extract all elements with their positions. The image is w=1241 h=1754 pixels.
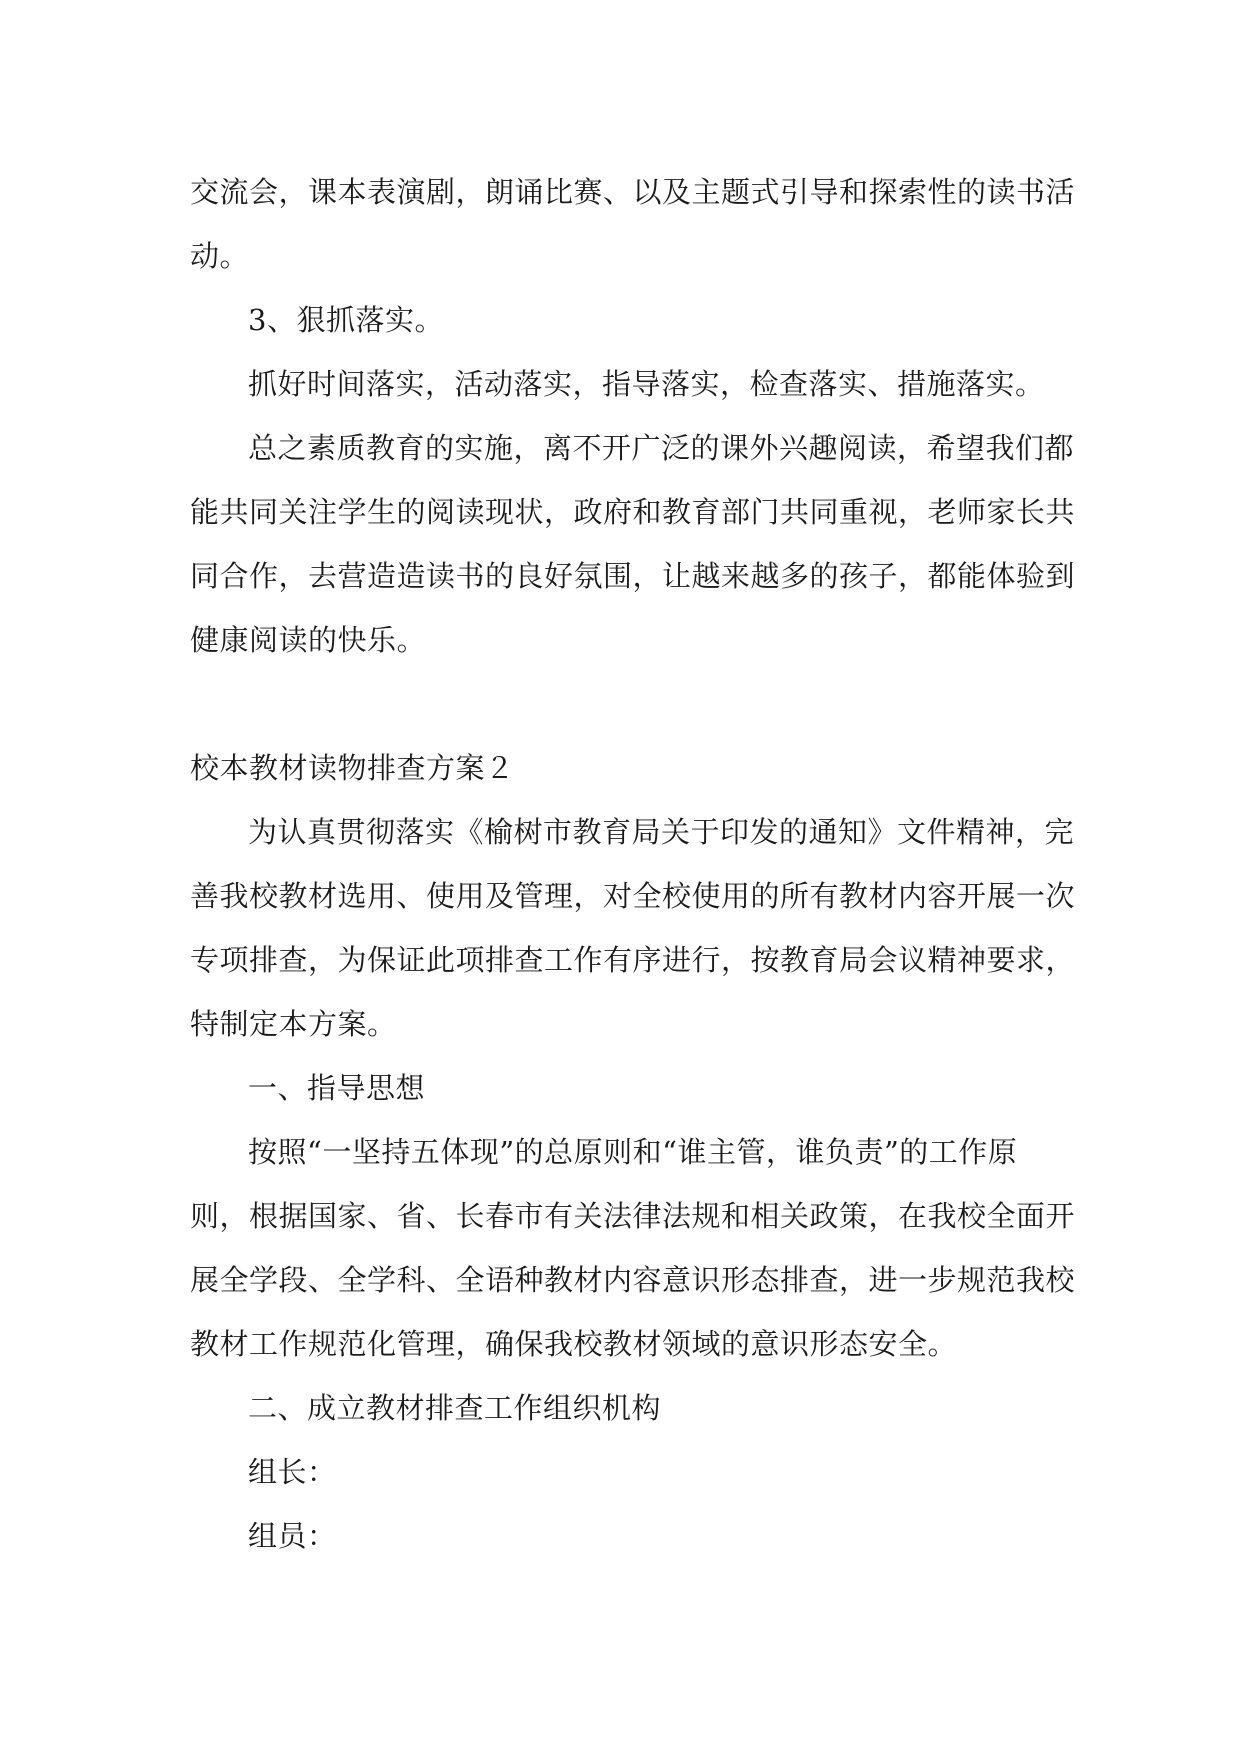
heading-two: 二、成立教材排查工作组织机构 <box>248 1391 662 1425</box>
paragraph-line: 总之素质教育的实施，离不开广泛的课外兴趣阅读，希望我们都 <box>248 431 1075 465</box>
section-title: 校本教材读物排查方案２ <box>190 751 515 785</box>
paragraph-line: 专项排查，为保证此项排查工作有序进行，按教育局会议精神要求， <box>190 943 1076 977</box>
paragraph-line: 则，根据国家、省、长春市有关法律法规和相关政策，在我校全面开 <box>190 1199 1076 1233</box>
leader-label: 组长： <box>248 1455 337 1489</box>
paragraph-line: 按照“一坚持五体现”的总原则和“谁主管，谁负责”的工作原 <box>248 1135 1018 1169</box>
paragraph-line: 抓好时间落实，活动落实，指导落实，检查落实、措施落实。 <box>248 367 1045 401</box>
section-spacer <box>190 672 1060 736</box>
paragraph-line: 能共同关注学生的阅读现状，政府和教育部门共同重视，老师家长共 <box>190 495 1076 529</box>
paragraph-line: 教材工作规范化管理，确保我校教材领域的意识形态安全。 <box>190 1327 958 1361</box>
paragraph-line: 同合作，去营造造读书的良好氛围，让越来越多的孩子，都能体验到 <box>190 559 1076 593</box>
paragraph-line: 展全学段、全学科、全语种教材内容意识形态排查，进一步规范我校 <box>190 1263 1076 1297</box>
paragraph-line: 为认真贯彻落实《榆树市教育局关于印发的通知》文件精神，完 <box>248 815 1075 849</box>
document-body <box>190 160 1076 1568</box>
item-heading: 3、狠抓落实。 <box>248 303 444 337</box>
paragraph-line: 善我校教材选用、使用及管理，对全校使用的所有教材内容开展一次 <box>190 879 1076 913</box>
paragraph-line: 动。 <box>190 239 250 273</box>
paragraph-line: 特制定本方案。 <box>190 1007 397 1041</box>
heading-one: 一、指导思想 <box>248 1071 426 1105</box>
paragraph-line: 健康阅读的快乐。 <box>190 623 427 657</box>
paragraph-line: 交流会，课本表演剧，朗诵比赛、以及主题式引导和探索性的读书活 <box>190 175 1076 209</box>
member-label: 组员： <box>248 1519 337 1553</box>
